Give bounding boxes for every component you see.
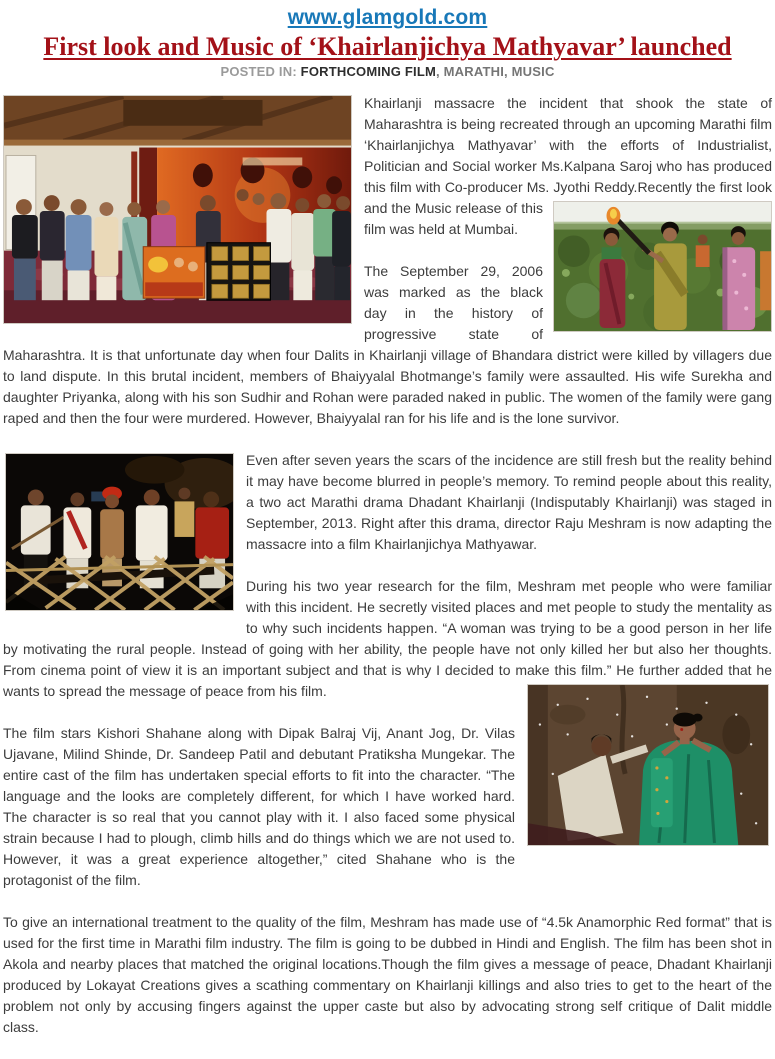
category-separator: , [436, 64, 444, 80]
paragraph-text: Khairlanji massacre the incident that shook the state of Maharashtra is being recreated through an upcoming Marathi film ‘Khairlanjichya Mathyavar’ with the efforts of Industrialist, Politician and Social worker Ms.Kalpana Saroj who has produced this film with Co-producer Ms. Jyothi Reddy.Recently [364, 95, 772, 196]
paragraph-text: During his two year research for the film, Meshram met people who were familiar with this incident. He secretly visited places and met people to study the mentality as to why such incidents happen. “A woman was trying to be a good person in her life by motivating the rural people. Instead of going with her ability, the people have not only killed her but also her thoughts. From cinema point of view it is an important subject and that is why I decided to make this film.” He further added that he wants to spread the [3, 578, 772, 700]
launch-event-illustration [4, 96, 351, 323]
torch-scene-illustration [554, 202, 771, 331]
sari-scene-illustration [528, 685, 768, 845]
article-paragraph-6: To give an international treatment to the quality of the film, Meshram has made use of “4.5k Anamorphic Red format” that is used for the first time in Marathi film industry. The film is going to be dubbed in Hindi and English. The film has been shot in Akola and nearby places that matched the original locations.Though the film gives a message of peace, Dhadant Khairlanji produced by Lokayat Creations gives a scathing commentary on Khairlanji killings and also tries to get to the heart of the problem not only by accusing fingers against the upper caste but also by advocating strong self critique of Dalit middle class. [3, 914, 772, 1036]
posted-in-label: POSTED IN: [220, 64, 301, 80]
page-title: First look and Music of ‘Khairlanjichya Mathyavar’ launched [43, 32, 732, 61]
photo-night-scene [5, 453, 234, 611]
page-header [3, 0, 772, 79]
article-body [3, 93, 772, 1038]
site-link[interactable]: www.glamgold.com [287, 6, 488, 29]
article-paragraph-3: Even after seven years the scars of the incidence are still fresh but the reality behind it may have become blurred in people’s memory. To remind people about this reality, a two act Marathi drama Dhadant Khairlanji (Indisputably Khairlanji) was staged in September, 2013. Right after this drama, director Raju Meshram is now adapting the massacre into a film Khairlanjichya Mathyawar. [246, 452, 772, 553]
category-link-music[interactable]: MUSIC [511, 64, 555, 80]
night-scene-illustration [6, 454, 233, 610]
category-separator: , [504, 64, 512, 80]
photo-torch-scene [553, 201, 772, 332]
paragraph-text: the first look and the Music release of this film was held at Mumbai. [364, 179, 772, 238]
photo-launch-event [3, 95, 352, 324]
photo-sari-scene [527, 684, 769, 846]
article-paragraph-5: The film stars Kishori Shahane along with Dipak Balraj Vij, Anant Jog, Dr. Vilas Ujavane, Milind Shinde, Dr. Sandeep Patil and debutant Pratiksha Mungekar. The entire cast of the film has undertaken special efforts to fit into the character. “The language and the looks are completely different, for which I have worked hard. The character is so real that you cannot play with it. I also faced some physical strain because I had to plough, climb hills and do things which we are not used to. However, it was a great experience altogether,” cited Shahane who is the protagonist of the film. [3, 725, 515, 889]
posted-in-line [3, 64, 772, 79]
paragraph-text: message of peace from his film. [125, 683, 327, 700]
article-paragraph-2: The September 29, 2006 was marked as the black day in the history of progressive state of Maharashtra. It is that unfortunate day when four Dalits in Khairlanji village of Bhandara district were killed by villagers due to land dispute. In this brutal incident, members of Bhaiyyalal Bhotmange’s family were assaulted. His wife Surekha and daughter Priyanka, along with his son Sudhir and Rohan were paraded naked in public. The women of the family were gang raped and then the four were murdered. However, Bhaiyyalal ran for his life and is the lone survivor. [3, 263, 772, 427]
category-link-marathi[interactable]: MARATHI [443, 64, 505, 80]
category-link-forthcoming-film[interactable]: FORTHCOMING FILM [300, 64, 437, 80]
